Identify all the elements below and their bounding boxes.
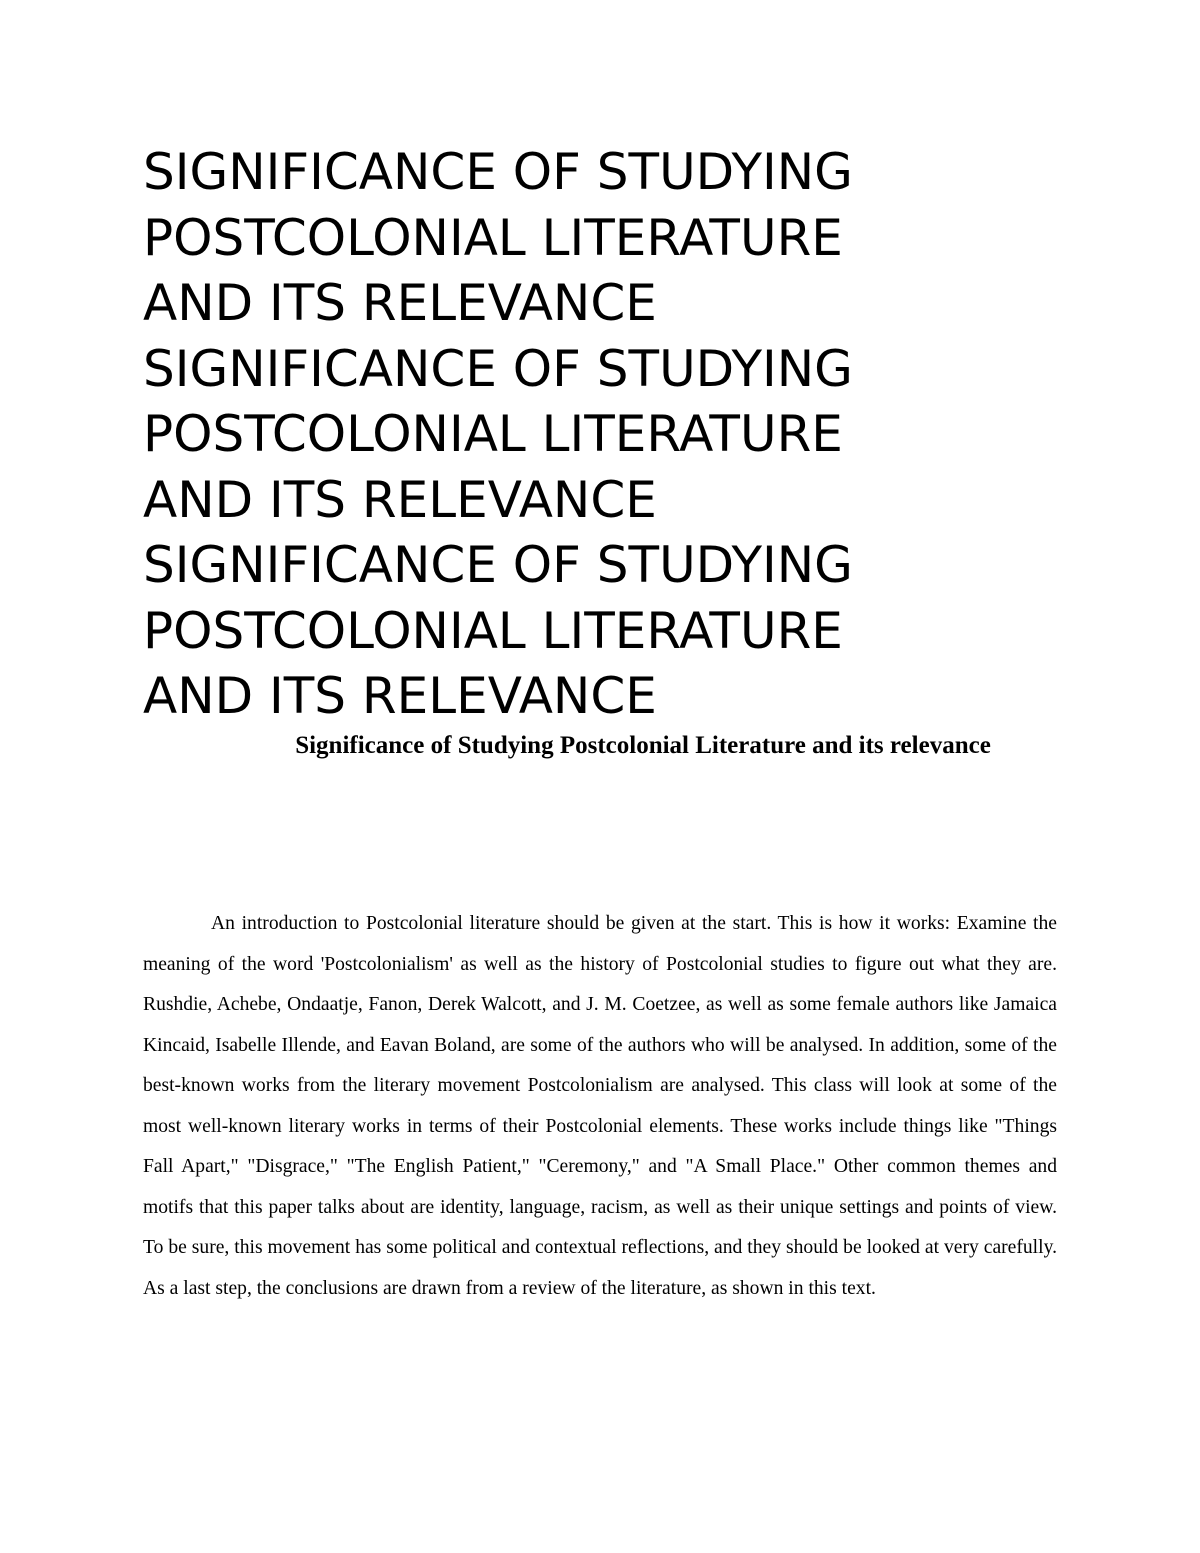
document-subtitle: Significance of Studying Postcolonial Literature and its relevance <box>295 732 991 759</box>
title-line: SIGNIFICANCE OF STUDYING <box>143 339 853 398</box>
title-line: SIGNIFICANCE OF STUDYING <box>143 536 853 594</box>
title-line: AND ITS RELEVANCE <box>143 667 657 725</box>
title-line: AND ITS RELEVANCE <box>143 274 657 332</box>
title-line: SIGNIFICANCE OF STUDYING <box>143 143 853 201</box>
title-line: AND ITS RELEVANCE <box>143 470 657 529</box>
title-line: POSTCOLONIAL LITERATURE <box>143 405 843 463</box>
body-paragraph: An introduction to Postcolonial literature should be given at the start. This is how it works: Examine the meaning of the word 'Postcolonialism' as well as the history of Postcolonial studies to figure out what they are. Rushdie, Achebe, Ondaatje, Fanon, Derek Walcott, and J. M. Coetzee, as well as some female authors like Jamaica Kincaid, Isabelle Illende, and Eavan Boland, are some of the authors who will be analysed. In addition, some of the best-known works from the literary movement Postcolonialism are analysed. This class will look at some of the most well-known literary works in terms of their Postcolonial elements. These works include things like "Things Fall Apart," "Disgrace," "The English Patient," "Ceremony," and "A Small Place." Other common themes and motifs that this paper talks about are identity, language, racism, as well as their unique settings and points of view. To be sure, this movement has some political and contextual reflections, and they should be looked at very carefully. As a last step, the conclusions are drawn from a review of the literature, as shown in this text. <box>143 913 1057 1299</box>
title-line: POSTCOLONIAL LITERATURE <box>143 601 843 660</box>
title-line: POSTCOLONIAL LITERATURE <box>143 208 843 267</box>
repeated-title <box>143 140 1143 730</box>
